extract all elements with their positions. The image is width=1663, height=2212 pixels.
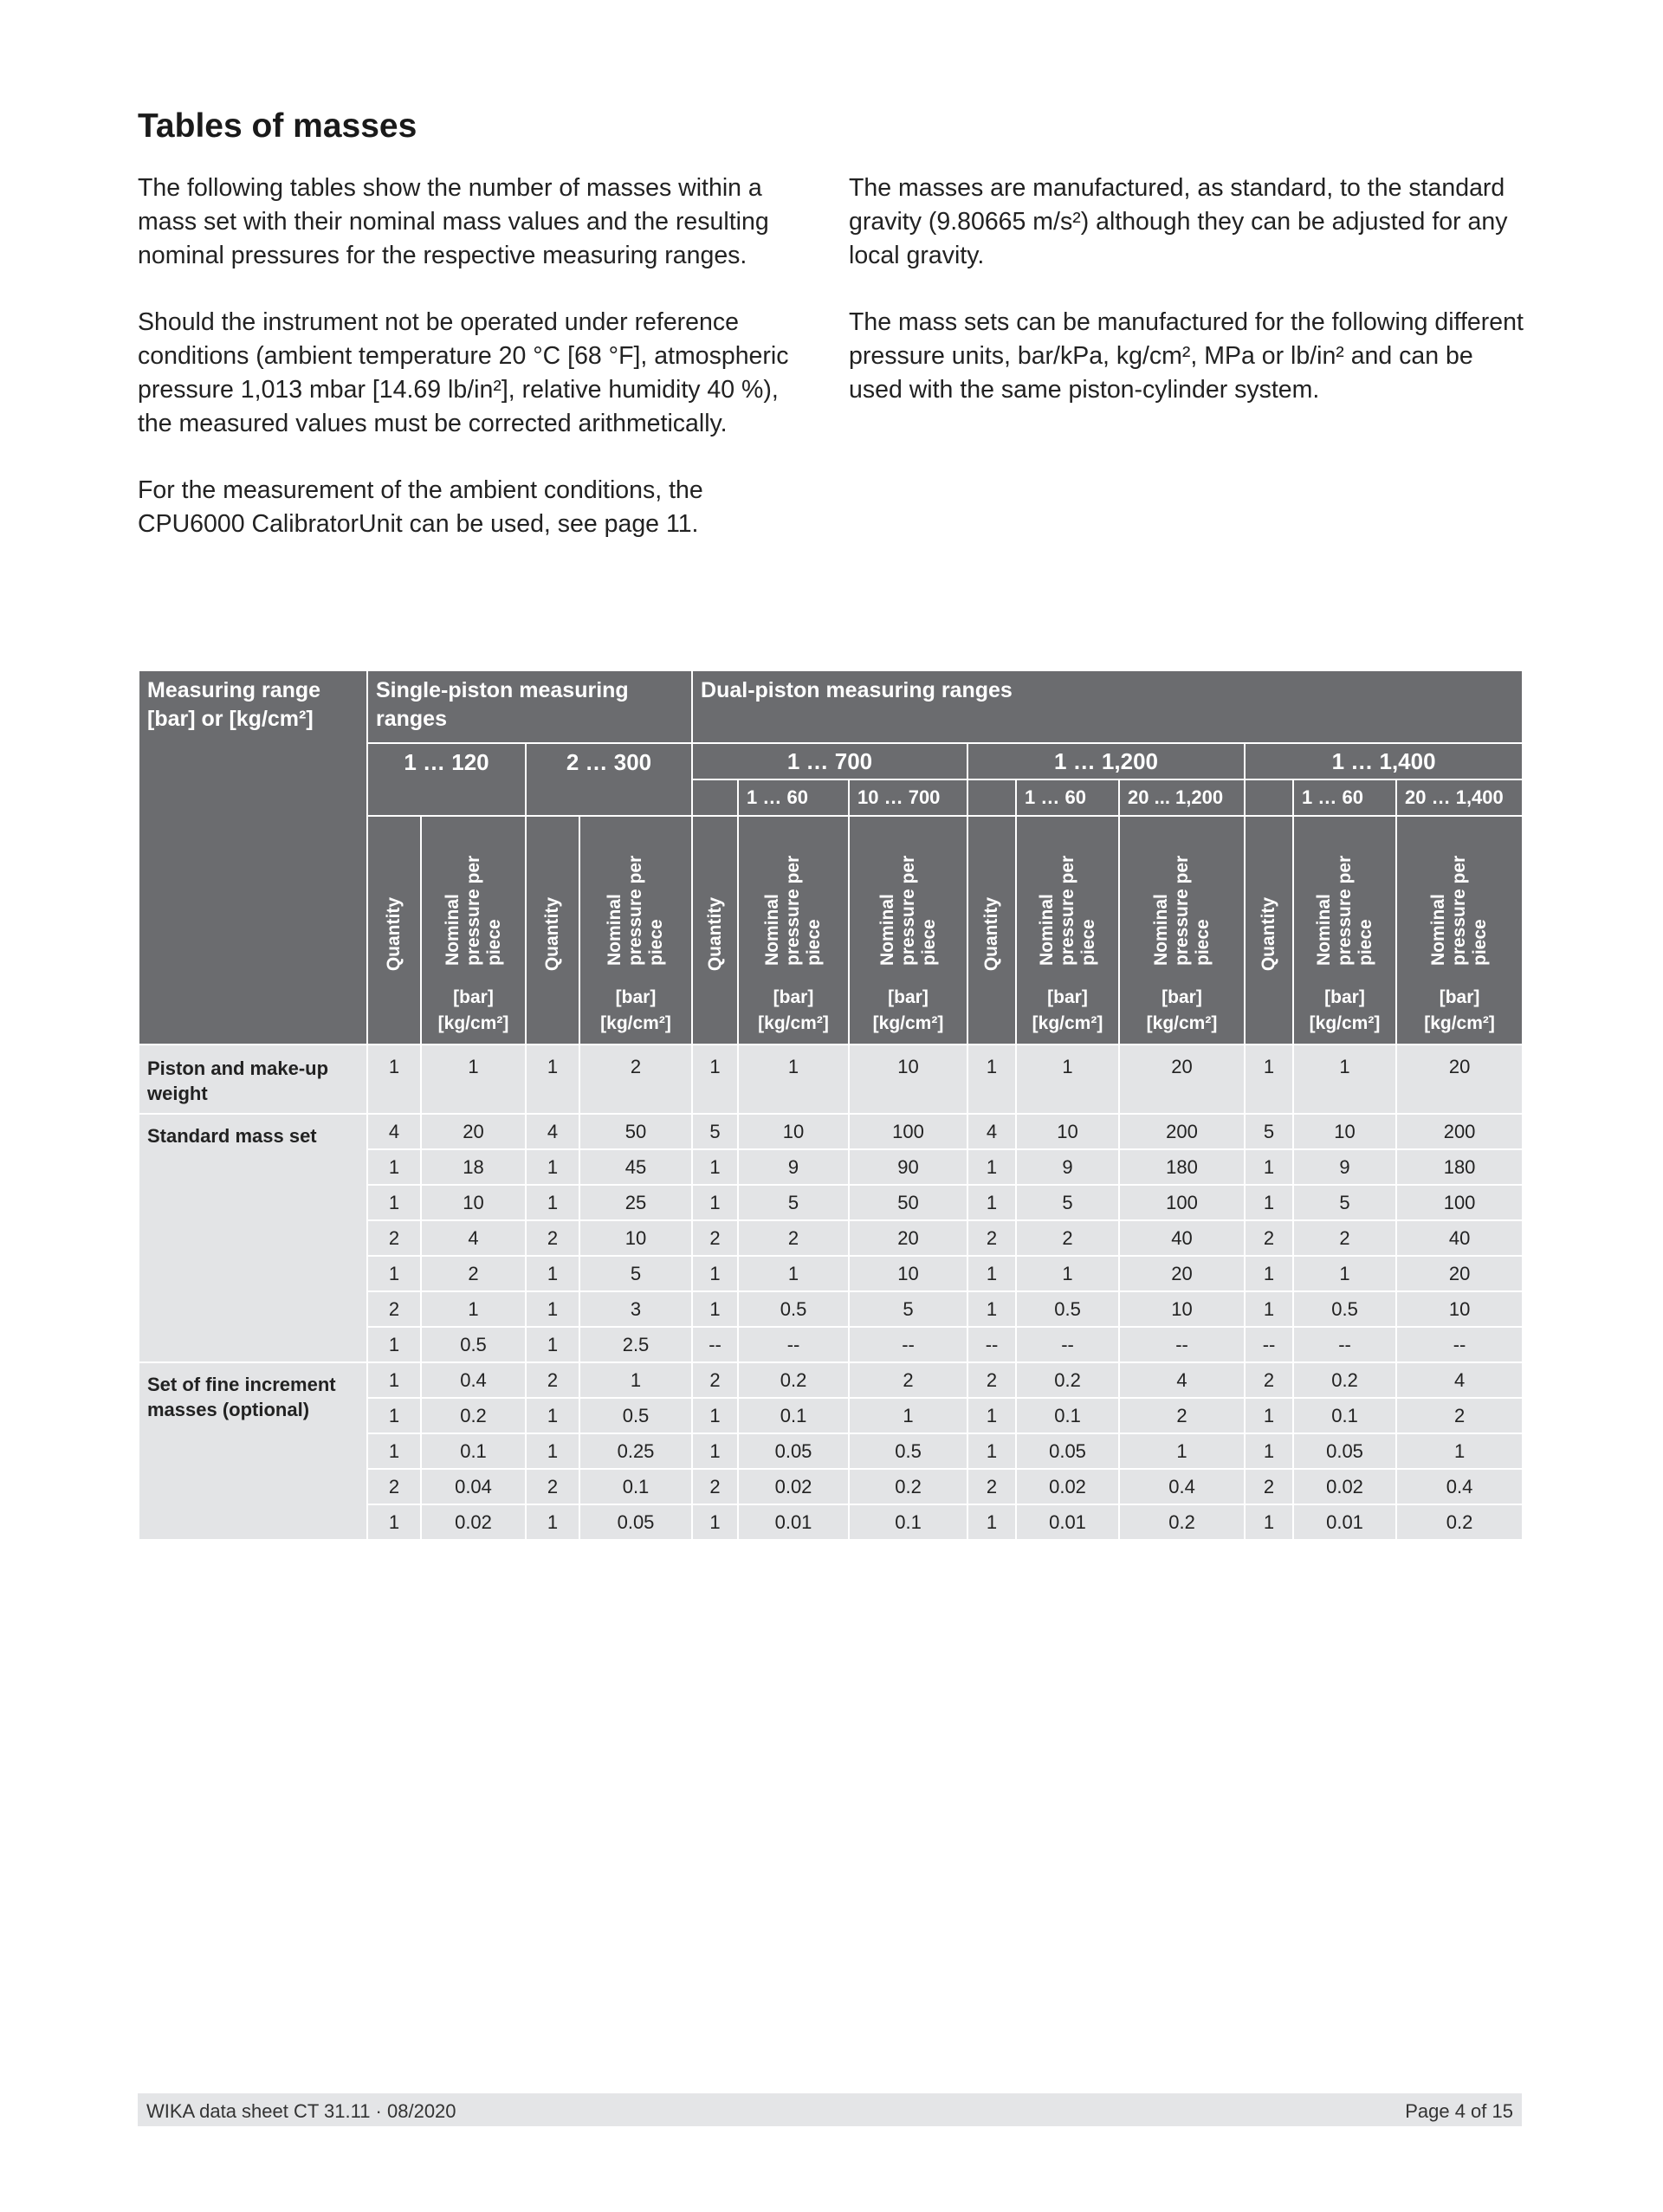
intro-paragraph: Should the instrument not be operated under reference conditions (ambient temperature 20 °C [68 °F], atmospheric pressure 1,013 mbar [14.69 lb/in²], relative humidity 40 %), the measured values must be corrected arithmetically. [138, 308, 789, 437]
table-cell: 1 [1119, 1433, 1245, 1469]
table-cell: 2 [367, 1220, 421, 1256]
table-cell: 10 [579, 1220, 692, 1256]
table-cell: 10 [738, 1114, 849, 1149]
subrange-header: 10 … 700 [849, 779, 967, 816]
table-cell: 0.02 [1293, 1469, 1396, 1504]
table-cell: 2 [1245, 1469, 1293, 1504]
range-header: 1 … 1,400 [1245, 743, 1523, 779]
nominal-pressure-column-header [1119, 816, 1245, 1045]
table-cell: 10 [1016, 1114, 1119, 1149]
table-cell: 1 [1293, 1256, 1396, 1291]
table-cell: 4 [1119, 1362, 1245, 1398]
nominal-pressure-label: Nominal pressure per piece [1313, 855, 1375, 966]
table-cell: -- [692, 1327, 738, 1362]
range-header: 2 … 300 [526, 743, 692, 816]
table-cell: 2 [526, 1362, 579, 1398]
table-cell: 1 [738, 1256, 849, 1291]
table-cell: 2 [1119, 1398, 1245, 1433]
table-cell: 9 [1016, 1149, 1119, 1185]
table-cell: 180 [1119, 1149, 1245, 1185]
table-cell: 1 [367, 1504, 421, 1540]
quantity-label: Quantity [704, 896, 725, 971]
nominal-pressure-label: Nominal pressure per piece [1428, 855, 1491, 966]
table-cell: 0.02 [421, 1504, 526, 1540]
table-cell: 3 [579, 1291, 692, 1327]
table-cell: 1 [526, 1149, 579, 1185]
table-cell: 10 [421, 1185, 526, 1220]
table-cell: 1 [1245, 1185, 1293, 1220]
unit-label: [bar] [kg/cm²] [600, 987, 671, 1033]
table-cell: 0.01 [1016, 1504, 1119, 1540]
table-cell: 5 [579, 1256, 692, 1291]
table-cell: 5 [1245, 1114, 1293, 1149]
dual-piston-group-header: Dual-piston measuring ranges [692, 670, 1523, 743]
table-cell: 1 [967, 1291, 1016, 1327]
table-cell: 2 [526, 1469, 579, 1504]
table-cell: 90 [849, 1149, 967, 1185]
table-cell: 5 [849, 1291, 967, 1327]
subrange-header: 1 … 60 [738, 779, 849, 816]
quantity-label: Quantity [1259, 896, 1279, 971]
table-cell: 0.5 [738, 1291, 849, 1327]
table-cell: -- [1245, 1327, 1293, 1362]
table-cell: 20 [421, 1114, 526, 1149]
nominal-pressure-label: Nominal pressure per piece [605, 855, 666, 966]
table-cell: -- [1016, 1327, 1119, 1362]
table-cell: 10 [849, 1256, 967, 1291]
table-cell: 1 [526, 1327, 579, 1362]
range-header: 1 … 700 [692, 743, 967, 779]
table-cell: 2 [967, 1469, 1016, 1504]
table-cell: 1 [1245, 1433, 1293, 1469]
table-cell: 0.2 [738, 1362, 849, 1398]
row-group-label: Piston and make-up weight [139, 1045, 367, 1114]
quantity-label: Quantity [981, 896, 1002, 971]
quantity-column-header [967, 816, 1016, 1045]
table-cell: 0.5 [1293, 1291, 1396, 1327]
table-cell: 100 [849, 1114, 967, 1149]
intro-right-column [849, 171, 1524, 440]
table-cell: 0.4 [421, 1362, 526, 1398]
nominal-pressure-label: Nominal pressure per piece [1036, 855, 1098, 966]
quantity-column-header [367, 816, 421, 1045]
table-cell: 50 [849, 1185, 967, 1220]
table-cell: 1 [1016, 1256, 1119, 1291]
unit-label: [bar] [kg/cm²] [758, 987, 829, 1033]
table-cell: 2 [967, 1362, 1016, 1398]
table-cell: 0.01 [738, 1504, 849, 1540]
nominal-pressure-column-header [421, 816, 526, 1045]
table-cell: 2 [692, 1469, 738, 1504]
table-cell: 0.02 [1016, 1469, 1119, 1504]
table-cell: 1 [1245, 1149, 1293, 1185]
table-cell: 2 [1016, 1220, 1119, 1256]
unit-label: [bar] [kg/cm²] [1309, 987, 1381, 1033]
table-cell: 0.05 [579, 1504, 692, 1540]
table-cell: 1 [967, 1504, 1016, 1540]
nominal-pressure-column-header [1293, 816, 1396, 1045]
table-cell: 1 [526, 1185, 579, 1220]
row-group-label: Set of fine increment masses (optional) [139, 1362, 367, 1540]
table-cell: 2 [692, 1220, 738, 1256]
table-cell: 1 [1245, 1291, 1293, 1327]
table-cell: 0.1 [1016, 1398, 1119, 1433]
table-cell: 9 [738, 1149, 849, 1185]
table-row [139, 1114, 1523, 1149]
table-cell: 1 [367, 1362, 421, 1398]
table-cell: 1 [967, 1185, 1016, 1220]
table-cell: 4 [526, 1114, 579, 1149]
table-cell: 50 [579, 1114, 692, 1149]
table-cell: 4 [967, 1114, 1016, 1149]
table-cell: 1 [692, 1045, 738, 1114]
table-cell: 2 [367, 1469, 421, 1504]
table-cell: 0.05 [738, 1433, 849, 1469]
intro-paragraph: For the measurement of the ambient conditions, the CPU6000 CalibratorUnit can be used, see page 11. [138, 476, 703, 538]
table-cell: 0.4 [1119, 1469, 1245, 1504]
table-cell: 1 [692, 1256, 738, 1291]
footer-page-number: Page 4 of 15 [1405, 2100, 1513, 2122]
table-cell: 0.02 [738, 1469, 849, 1504]
subrange-header: 1 … 60 [1293, 779, 1396, 816]
quantity-column-header [1245, 816, 1293, 1045]
table-cell: 2 [849, 1362, 967, 1398]
table-cell: 1 [367, 1398, 421, 1433]
table-cell: 0.4 [1396, 1469, 1523, 1504]
nominal-pressure-label: Nominal pressure per piece [877, 855, 939, 966]
table-cell: 1 [692, 1149, 738, 1185]
table-cell: 1 [1245, 1504, 1293, 1540]
nominal-pressure-label: Nominal pressure per piece [762, 855, 825, 966]
table-cell: 0.5 [849, 1433, 967, 1469]
page-title: Tables of masses [138, 107, 417, 145]
table-cell: 2 [421, 1256, 526, 1291]
table-cell: 5 [692, 1114, 738, 1149]
single-piston-group-header: Single-piston measuring ranges [367, 670, 692, 743]
table-cell: 1 [967, 1433, 1016, 1469]
unit-label: [bar] [kg/cm²] [872, 987, 944, 1033]
table-cell: 2.5 [579, 1327, 692, 1362]
table-cell: 20 [1119, 1256, 1245, 1291]
unit-label: [bar] [kg/cm²] [1424, 987, 1495, 1033]
table-cell: 0.1 [1293, 1398, 1396, 1433]
table-cell: 2 [967, 1220, 1016, 1256]
nominal-pressure-column-header [1396, 816, 1523, 1045]
table-cell: 1 [579, 1362, 692, 1398]
table-cell: 1 [692, 1504, 738, 1540]
table-cell: 18 [421, 1149, 526, 1185]
subrange-spacer [692, 779, 738, 816]
table-cell: 0.2 [1119, 1504, 1245, 1540]
table-cell: 1 [692, 1398, 738, 1433]
table-cell: 1 [967, 1256, 1016, 1291]
unit-label: [bar] [kg/cm²] [437, 987, 509, 1033]
table-cell: 1 [692, 1185, 738, 1220]
table-cell: 2 [1396, 1398, 1523, 1433]
table-cell: 100 [1119, 1185, 1245, 1220]
table-cell: 10 [1396, 1291, 1523, 1327]
table-cell: 2 [1245, 1362, 1293, 1398]
table-cell: -- [1293, 1327, 1396, 1362]
table-cell: -- [1119, 1327, 1245, 1362]
table-cell: 0.25 [579, 1433, 692, 1469]
table-cell: 1 [367, 1185, 421, 1220]
table-cell: 2 [692, 1362, 738, 1398]
table-cell: 2 [367, 1291, 421, 1327]
table-cell: 4 [421, 1220, 526, 1256]
table-cell: 1 [367, 1045, 421, 1114]
quantity-label: Quantity [542, 896, 562, 971]
measuring-range-header: Measuring range [bar] or [kg/cm²] [139, 670, 367, 1045]
intro-paragraph: The following tables show the number of masses within a mass set with their nominal mass values and the resulting nominal pressures for the respective measuring ranges. [138, 174, 769, 269]
table-cell: 1 [1245, 1256, 1293, 1291]
table-cell: -- [849, 1327, 967, 1362]
table-cell: 1 [692, 1291, 738, 1327]
table-cell: 1 [367, 1149, 421, 1185]
table-cell: 2 [526, 1220, 579, 1256]
table-cell: 1 [526, 1504, 579, 1540]
nominal-pressure-column-header [738, 816, 849, 1045]
table-cell: 0.5 [1016, 1291, 1119, 1327]
table-cell: 1 [526, 1256, 579, 1291]
table-cell: 2 [1245, 1220, 1293, 1256]
table-cell: 1 [526, 1433, 579, 1469]
table-cell: -- [1396, 1327, 1523, 1362]
table-cell: 45 [579, 1149, 692, 1185]
table-cell: 0.1 [738, 1398, 849, 1433]
table-cell: 20 [849, 1220, 967, 1256]
subrange-spacer [1245, 779, 1293, 816]
nominal-pressure-column-header [849, 816, 967, 1045]
table-cell: 0.5 [421, 1327, 526, 1362]
masses-table [138, 669, 1524, 1541]
table-cell: 5 [738, 1185, 849, 1220]
table-cell: 1 [849, 1398, 967, 1433]
table-cell: 1 [967, 1149, 1016, 1185]
table-cell: 20 [1119, 1045, 1245, 1114]
table-cell: 20 [1396, 1256, 1523, 1291]
page-footer [138, 2093, 1522, 2126]
table-cell: 4 [1396, 1362, 1523, 1398]
row-group-label: Standard mass set [139, 1114, 367, 1362]
nominal-pressure-label: Nominal pressure per piece [442, 855, 504, 966]
table-cell: 0.2 [1016, 1362, 1119, 1398]
table-cell: 10 [1293, 1114, 1396, 1149]
intro-paragraph: The mass sets can be manufactured for the following different pressure units, bar/kPa, kg/cm², MPa or lb/in² and can be used with the same piston-cylinder system. [849, 308, 1524, 404]
table-cell: 1 [967, 1045, 1016, 1114]
subrange-header: 1 … 60 [1016, 779, 1119, 816]
table-cell: 0.2 [1293, 1362, 1396, 1398]
range-header: 1 … 120 [367, 743, 526, 816]
table-cell: 9 [1293, 1149, 1396, 1185]
table-cell: 0.05 [1293, 1433, 1396, 1469]
footer-document-ref: WIKA data sheet CT 31.11 · 08/2020 [146, 2100, 456, 2122]
table-cell: 1 [1245, 1398, 1293, 1433]
table-cell: 2 [579, 1045, 692, 1114]
table-cell: 0.05 [1016, 1433, 1119, 1469]
range-header: 1 … 1,200 [967, 743, 1245, 779]
unit-label: [bar] [kg/cm²] [1146, 987, 1218, 1033]
table-cell: 1 [1016, 1045, 1119, 1114]
table-cell: 0.1 [579, 1469, 692, 1504]
table-cell: 10 [849, 1045, 967, 1114]
quantity-label: Quantity [384, 896, 404, 971]
table-cell: 2 [738, 1220, 849, 1256]
masses-table-body [139, 1045, 1523, 1540]
table-cell: 40 [1119, 1220, 1245, 1256]
table-cell: 0.5 [579, 1398, 692, 1433]
table-cell: 5 [1293, 1185, 1396, 1220]
table-cell: 1 [421, 1045, 526, 1114]
table-cell: 1 [526, 1398, 579, 1433]
table-cell: 25 [579, 1185, 692, 1220]
table-cell: 1 [692, 1433, 738, 1469]
table-cell: 0.2 [1396, 1504, 1523, 1540]
subrange-header: 20 … 1,400 [1396, 779, 1523, 816]
table-cell: 40 [1396, 1220, 1523, 1256]
table-cell: 200 [1119, 1114, 1245, 1149]
table-cell: 0.1 [849, 1504, 967, 1540]
table-cell: 100 [1396, 1185, 1523, 1220]
table-row [139, 1045, 1523, 1114]
intro-paragraph: The masses are manufactured, as standard, to the standard gravity (9.80665 m/s²) although they can be adjusted for any local gravity. [849, 174, 1508, 269]
table-cell: 0.2 [849, 1469, 967, 1504]
nominal-pressure-label: Nominal pressure per piece [1150, 855, 1213, 966]
table-cell: 1 [967, 1398, 1016, 1433]
nominal-pressure-column-header [579, 816, 692, 1045]
nominal-pressure-column-header [1016, 816, 1119, 1045]
table-row [139, 1362, 1523, 1398]
subrange-header: 20 ... 1,200 [1119, 779, 1245, 816]
table-cell: 200 [1396, 1114, 1523, 1149]
table-cell: 1 [367, 1433, 421, 1469]
table-cell: 1 [526, 1045, 579, 1114]
table-cell: 1 [1293, 1045, 1396, 1114]
table-cell: 1 [1396, 1433, 1523, 1469]
table-cell: 0.1 [421, 1433, 526, 1469]
unit-label: [bar] [kg/cm²] [1032, 987, 1103, 1033]
table-cell: 1 [1245, 1045, 1293, 1114]
quantity-column-header [692, 816, 738, 1045]
subrange-spacer [967, 779, 1016, 816]
table-cell: 1 [738, 1045, 849, 1114]
table-cell: 0.2 [421, 1398, 526, 1433]
table-cell: 2 [1293, 1220, 1396, 1256]
table-cell: -- [967, 1327, 1016, 1362]
table-cell: -- [738, 1327, 849, 1362]
table-cell: 0.04 [421, 1469, 526, 1504]
intro-left-column [138, 171, 813, 574]
table-cell: 0.01 [1293, 1504, 1396, 1540]
table-cell: 20 [1396, 1045, 1523, 1114]
table-cell: 10 [1119, 1291, 1245, 1327]
table-cell: 1 [421, 1291, 526, 1327]
table-cell: 1 [367, 1327, 421, 1362]
table-cell: 1 [526, 1291, 579, 1327]
table-cell: 1 [367, 1256, 421, 1291]
table-cell: 4 [367, 1114, 421, 1149]
table-cell: 5 [1016, 1185, 1119, 1220]
quantity-column-header [526, 816, 579, 1045]
table-cell: 180 [1396, 1149, 1523, 1185]
